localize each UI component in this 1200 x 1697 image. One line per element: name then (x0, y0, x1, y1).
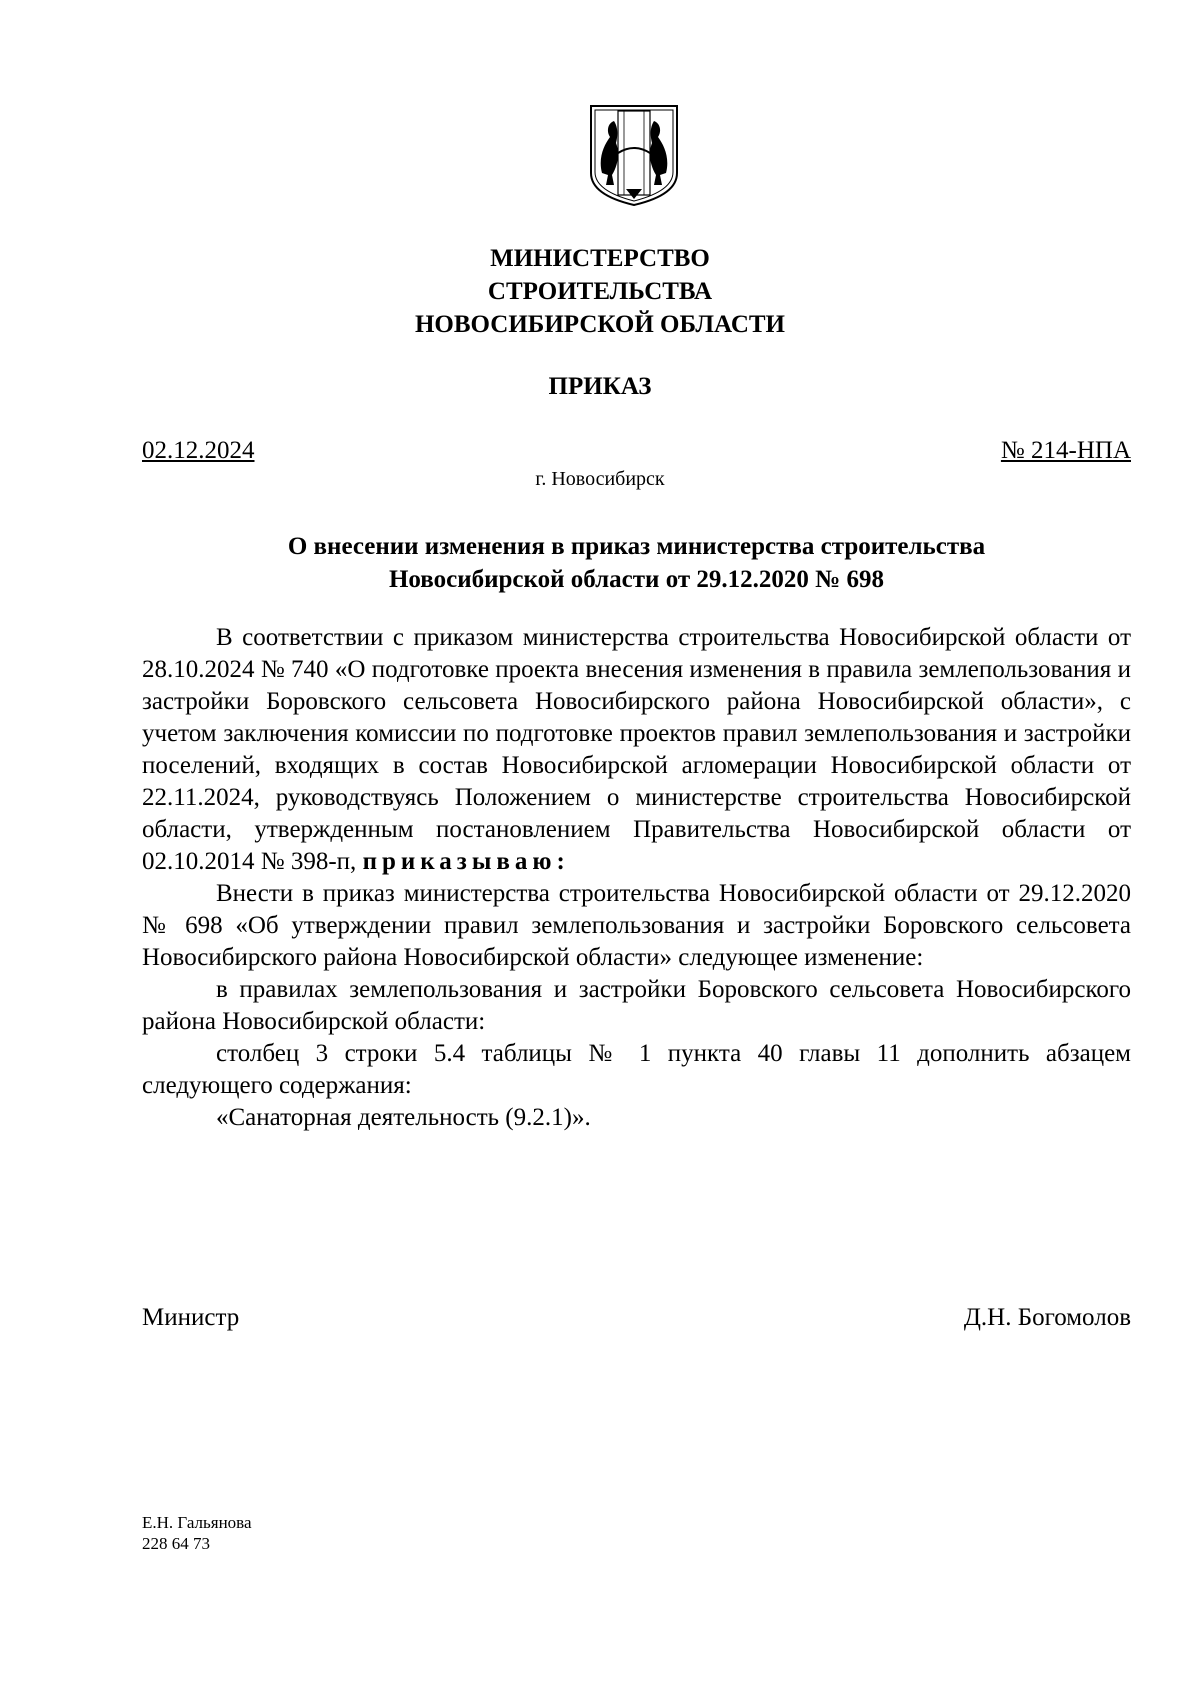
body-paragraph-1 (142, 622, 1131, 878)
document-date: 02.12.2024 (142, 437, 255, 464)
signature-name: Д.Н. Богомолов (963, 1304, 1131, 1331)
executor-name: Е.Н. Гальянова (142, 1513, 252, 1532)
order-word: приказываю: (362, 848, 570, 875)
body-paragraph-5: «Санаторная деятельность (9.2.1)». (216, 1104, 591, 1131)
executor-phone: 228 64 73 (142, 1534, 210, 1553)
executor-info (142, 1512, 252, 1554)
ministry-name (0, 242, 1200, 341)
document-type: ПРИКАЗ (548, 373, 652, 400)
document-subject (142, 530, 1131, 596)
subject-line-1: О внесении изменения в приказ министерства строительства (287, 533, 986, 560)
ministry-line-3: НОВОСИБИРСКОЙ ОБЛАСТИ (414, 311, 786, 338)
document-city: г. Новосибирск (535, 468, 665, 490)
document-body (142, 622, 1131, 1134)
body-paragraph-4: столбец 3 строки 5.4 таблицы № 1 пункта 40 главы 11 дополнить абзацем следующего содержания: (142, 1040, 1131, 1099)
body-paragraph-2: Внести в приказ министерства строительства Новосибирской области от 29.12.2020 № 698 «Об утверждении правил землепользования и застройки Боровского сельсовета Новосибирского района Новосибирской области» следующее изменение: (142, 880, 1131, 971)
coat-of-arms-icon (588, 103, 680, 207)
body-paragraph-3: в правилах землепользования и застройки Боровского сельсовета Новосибирского района Новосибирской области: (142, 976, 1131, 1035)
subject-line-2: Новосибирской области от 29.12.2020 № 698 (388, 566, 885, 593)
signature-title: Министр (142, 1304, 240, 1331)
document-number: № 214-НПА (1000, 437, 1131, 464)
ministry-line-2: СТРОИТЕЛЬСТВА (487, 278, 713, 305)
ministry-line-1: МИНИСТЕРСТВО (490, 245, 710, 272)
body-paragraph-1-text: В соответствии с приказом министерства строительства Новосибирской области от 28.10.2024 № 740 «О подготовке проекта внесения изменения в правила землепользования и застройки Боровского сельсовета Новосибирского района Новосибирской области», с учетом заключения комиссии по подготовке проектов правил землепользования и застройки поселений, входящих в состав Новосибирской агломерации Новосибирской области от 22.11.2024, руководствуясь Положением о министерстве строительства Новосибирской области, утвержденным постановлением Правительства Новосибирской области от 02.10.2014 № 398-п, (142, 624, 1131, 875)
